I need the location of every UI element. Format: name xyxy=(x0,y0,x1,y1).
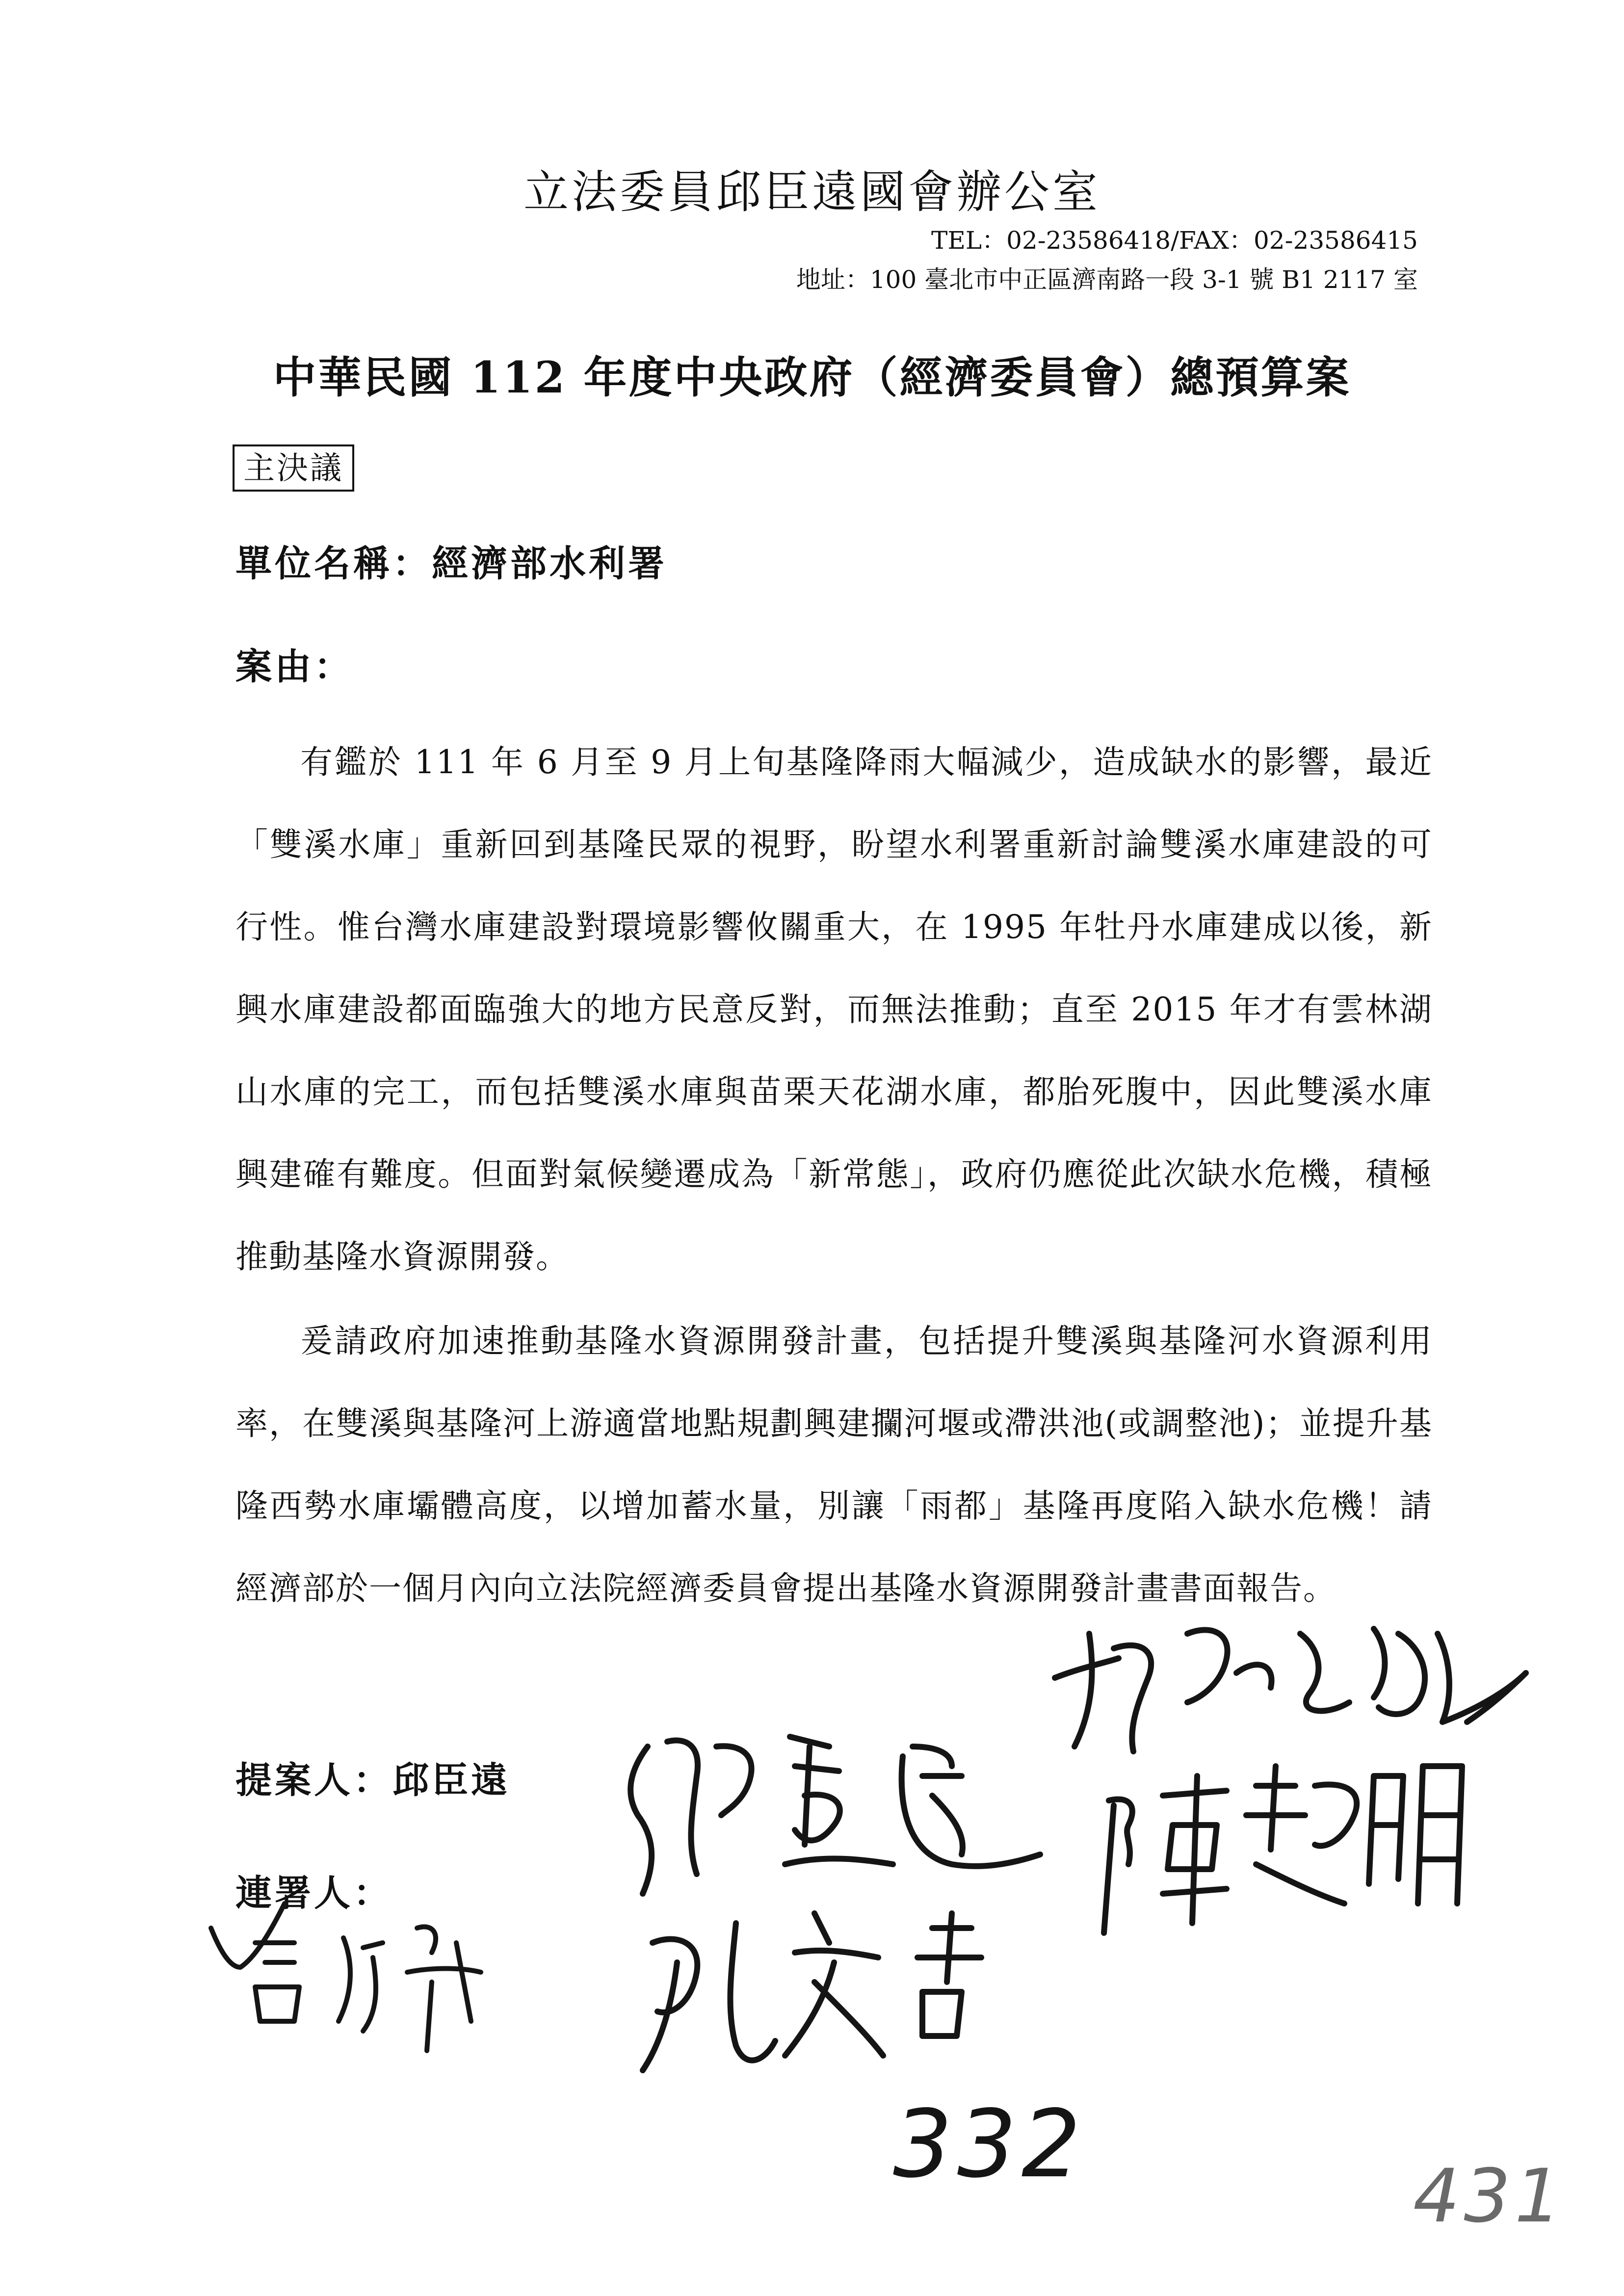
proposer-label: 提案人：邱臣遠 xyxy=(236,1759,510,1801)
signature-cosigner-left xyxy=(211,1904,481,2051)
office-address: 地址：100 臺北市中正區濟南路一段 3-1 號 B1 2117 室 xyxy=(796,265,1418,294)
category-tag: 主決議 xyxy=(233,444,354,492)
handwritten-sheet-number: 431 xyxy=(1413,2154,1566,2239)
document-title: 中華民國 112 年度中央政府（經濟委員會）總預算案 xyxy=(273,352,1351,403)
reason-paragraph-1: 有鑑於 111 年 6 月至 9 月上旬基隆降雨大幅減少，造成缺水的影響，最近「雙溪水庫」重新回到基隆民眾的視野，盼望水利署重新討論雙溪水庫建設的可行性。惟台灣水庫建設對環境影響攸關重大，在 1995 年牡丹水庫建成以後，新興水庫建設都面臨強大的地方民意反對，而無法推動；直至 2015 年才有雲林湖山水庫的完工，而包括雙溪水庫與苗栗天花湖水庫，都胎死腹中，因此雙溪水庫興建確有難度。但面對氣候變遷成為「新常態」，政府仍應從此次缺水危機，積極推動基隆水資源開發。 xyxy=(236,743,1433,1276)
cosigner-label: 連署人： xyxy=(236,1872,393,1914)
signature-cosigner-middle xyxy=(643,1913,981,2070)
signature-proposer xyxy=(630,1737,1040,1894)
signature-cosigner-right xyxy=(1104,1766,1462,1933)
signature-cosigner-top-right xyxy=(1055,1629,1526,1751)
unit-label: 單位名稱：經濟部水利署 xyxy=(236,543,667,585)
office-tel-fax: TEL：02-23586418/FAX：02-23586415 xyxy=(931,226,1418,255)
office-title: 立法委員邱臣遠國會辦公室 xyxy=(523,166,1100,218)
reason-label: 案由： xyxy=(236,646,353,688)
reason-paragraph-2: 爰請政府加速推動基隆水資源開發計畫，包括提升雙溪與基隆河水資源利用率，在雙溪與基隆河上游適當地點規劃興建攔河堰或滯洪池(或調整池)；並提升基隆西勢水庫壩體高度，以增加蓄水量，別讓「雨都」基隆再度陷入缺水危機！請經濟部於一個月內向立法院經濟委員會提出基隆水資源開發計畫書面報告。 xyxy=(236,1322,1433,1607)
handwritten-page-number: 332 xyxy=(893,2090,1086,2198)
